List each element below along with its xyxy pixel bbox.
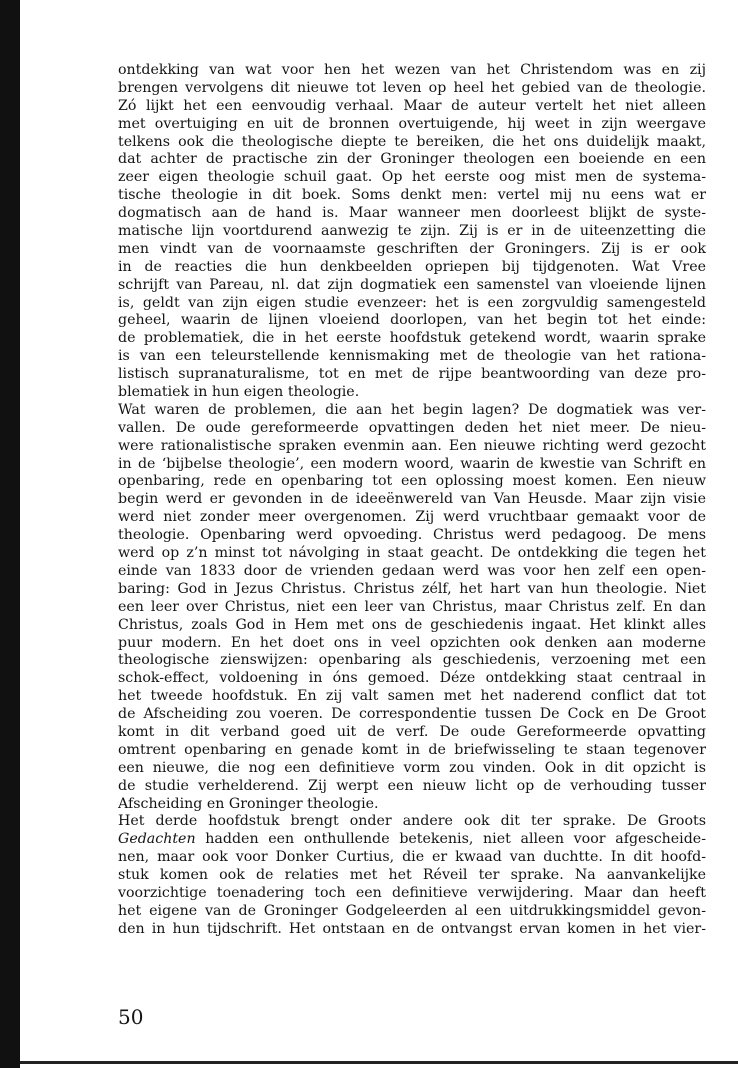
text-line: is van een teleurstellende kennismaking met de theologie van het rationa-	[118, 348, 706, 365]
text-line: voorzichtige toenadering toch een definitieve verwijdering. Maar dan heeft	[118, 884, 706, 901]
text-line: baring: God in Jezus Christus. Christus zélf, het hart van hun theologie. Niet	[118, 580, 706, 597]
text-line: blematiek in hun eigen theologie.	[118, 384, 360, 401]
text-line: Gedachten hadden een onthullende betekenis, niet alleen voor afgescheide-	[118, 831, 706, 848]
text-line: einde van 1833 door de vrienden gedaan werd was voor hen zelf een open-	[118, 562, 706, 579]
text-line: Het derde hoofdstuk brengt onder andere ook dit ter sprake. De Groots	[118, 813, 706, 830]
text-line: Christus, zoals God in Hem met ons de geschiedenis ingaat. Het klinkt alles	[118, 616, 706, 633]
text-line: is, geldt van zijn eigen studie evenzeer: het is een zorgvuldig samengesteld	[118, 294, 706, 311]
text-line: brengen vervolgens dit nieuwe tot leven op heel het gebied van de theologie.	[118, 79, 706, 96]
text-line: zeer eigen theologie schuil gaat. Op het eerste oog mist men de systema-	[118, 169, 706, 186]
scan-left-edge	[0, 0, 20, 1068]
text-line: Wat waren de problemen, die aan het begin lagen? De dogmatiek was ver-	[118, 401, 706, 418]
text-line: een nieuwe, die nog een definitieve vorm zou vinden. Ook in dit opzicht is	[118, 759, 706, 776]
text-line: openbaring, rede en openbaring tot een oplossing moest komen. Een nieuw	[118, 473, 706, 490]
text-line: een leer over Christus, niet een leer van Christus, maar Christus zelf. En dan	[118, 598, 706, 615]
text-line: Zó lijkt het een eenvoudig verhaal. Maar de auteur vertelt het niet alleen	[118, 97, 706, 114]
text-line: stuk komen ook de relaties met het Réveil ter sprake. Na aanvankelijke	[118, 867, 706, 884]
text-line: puur modern. En het doet ons in veel opzichten ook denken aan moderne	[118, 634, 706, 651]
text-line: werd niet zonder meer overgenomen. Zij werd vruchtbaar gemaakt voor de	[118, 509, 706, 526]
text-line: men vindt van de voornaamste geschriften der Groningers. Zij is er ook	[118, 240, 706, 257]
text-line: omtrent openbaring en genade komt in de briefwisseling te staan tegenover	[118, 741, 706, 758]
text-line: den in hun tijdschrift. Het ontstaan en de ontvangst ervan komen in het vier-	[118, 920, 706, 937]
text-line: ontdekking van wat voor hen het wezen van het Christendom was en zij	[118, 62, 706, 78]
page-text	[118, 62, 706, 939]
text-line: dogmatisch aan de hand is. Maar wanneer men doorleest blijkt de syste-	[118, 205, 706, 222]
text-line: matische lijn voortdurend aanwezig te zijn. Zij is er in de uiteenzetting die	[118, 223, 706, 240]
text-line: in de ‘bijbelse theologie’, een modern woord, waarin de kwestie van Schrift en	[118, 455, 706, 472]
text-line: begin werd er gevonden in de ideeënwereld van Van Heusde. Maar zijn visie	[118, 491, 706, 508]
text-line: in de reacties die hun denkbeelden opriepen bij tijdgenoten. Wat Vree	[118, 258, 706, 275]
text-line: werd op z’n minst tot návolging in staat geacht. De ontdekking die tegen het	[118, 545, 706, 562]
scan-bottom-edge	[20, 1061, 738, 1064]
text-line: telkens ook die theologische diepte te bereiken, die het ons duidelijk maakt,	[118, 133, 706, 150]
text-line: het tweede hoofdstuk. En zij valt samen met het naderend conflict dat tot	[118, 688, 706, 705]
text-line: listisch supranaturalisme, tot en met de rijpe beantwoording van deze pro-	[118, 366, 706, 383]
text-line: de studie verhelderend. Zij werpt een nieuw licht op de verhouding tusser	[118, 777, 706, 794]
text-line: de Afscheiding zou voeren. De correspondentie tussen De Cock en De Groot	[118, 706, 706, 723]
text-line: tische theologie in dit boek. Soms denkt men: vertel mij nu eens wat er	[118, 187, 706, 204]
text-line: met overtuiging en uit de bronnen overtuigende, hij weet in zijn weergave	[118, 115, 706, 132]
text-line: nen, maar ook voor Donker Curtius, die er kwaad van duchtte. In dit hoofd-	[118, 849, 706, 866]
text-line: were rationalistische spraken evenmin aan. Een nieuwe richting werd gezocht	[118, 437, 706, 454]
text-line: vallen. De oude gereformeerde opvattingen deden het niet meer. De nieu-	[118, 419, 706, 436]
text-line: komt in dit verband goed uit de verf. De oude Gereformeerde opvatting	[118, 723, 706, 740]
text-line: dat achter de practische zin der Groninger theologen een boeiende en een	[118, 151, 706, 168]
text-line: Afscheiding en Groninger theologie.	[118, 795, 379, 812]
text-line: schrijft van Pareau, nl. dat zijn dogmatiek een samenstel van vloeiende lijnen	[118, 276, 706, 293]
page-number: 50	[118, 1005, 144, 1029]
text-line: de problematiek, die in het eerste hoofdstuk getekend wordt, waarin sprake	[118, 330, 706, 347]
text-line: geheel, waarin de lijnen vloeiend doorlopen, van het begin tot het einde:	[118, 312, 706, 329]
text-line: het eigene van de Groninger Godgeleerden al een uitdrukkingsmiddel gevon-	[118, 902, 706, 919]
text-line: theologie. Openbaring werd opvoeding. Christus werd pedagoog. De mens	[118, 527, 706, 544]
text-line: theologische zienswijzen: openbaring als geschiedenis, verzoening met een	[118, 652, 706, 669]
text-line: schok-effect, voldoening in óns gemoed. Déze ontdekking staat centraal in	[118, 670, 706, 687]
